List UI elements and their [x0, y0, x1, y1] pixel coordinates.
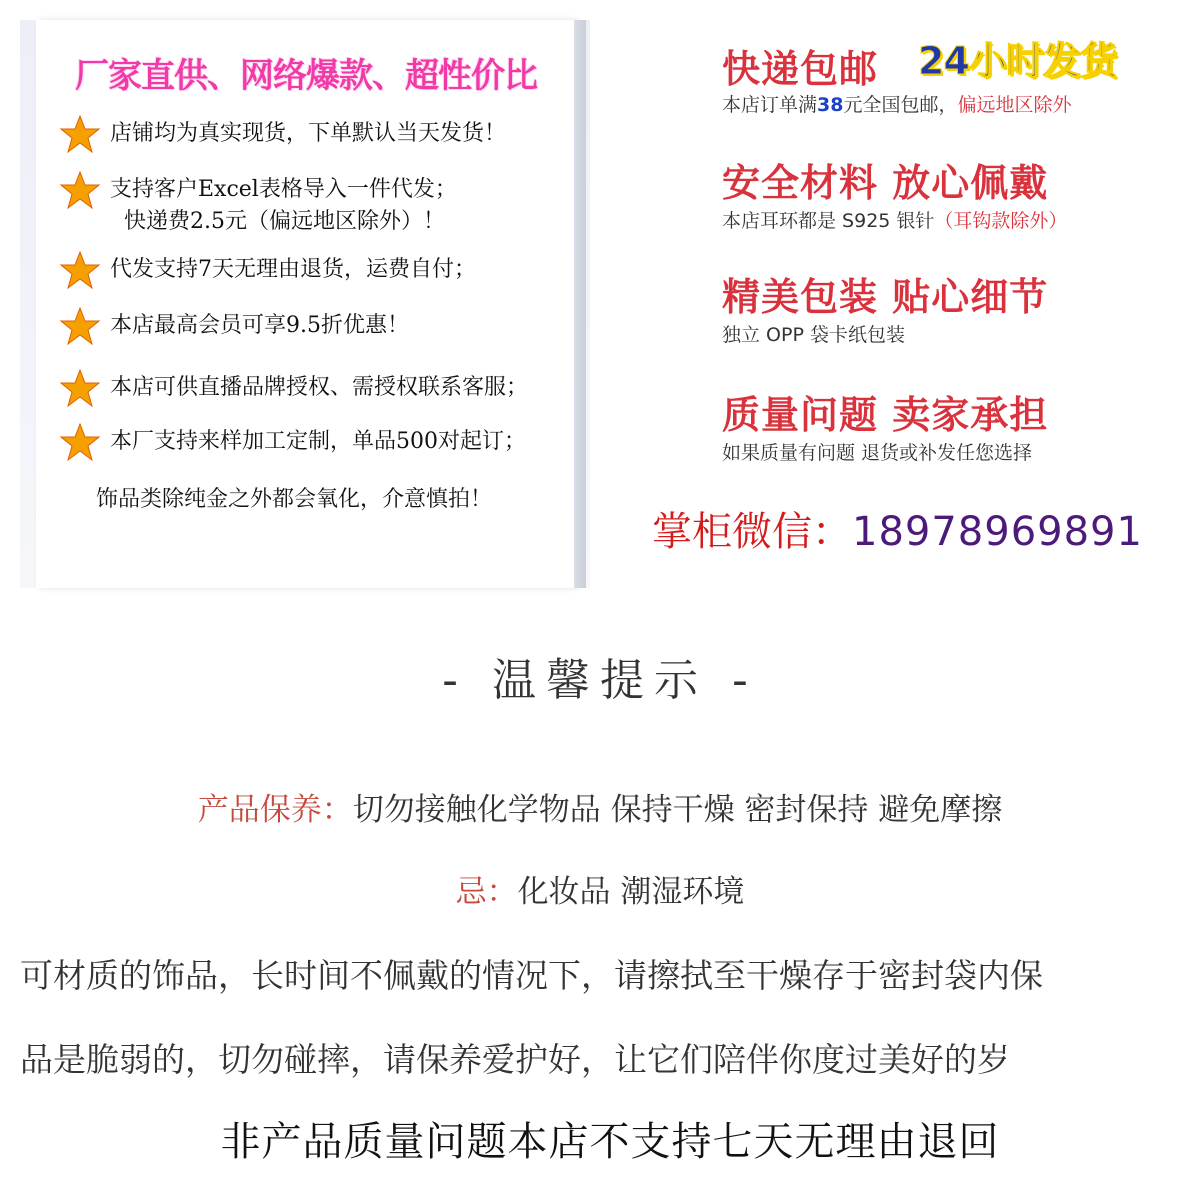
- feature-text: 支持客户Excel表格导入一件代发；: [110, 177, 457, 202]
- feature-text: 本店最高会员可享9.5折优惠！: [110, 313, 409, 338]
- star-icon: [60, 422, 100, 462]
- policy-panel-right: [610, 0, 1180, 590]
- panel-title: 厂家直供、网络爆款、超性价比: [75, 56, 537, 96]
- wechat-number: 18978969891: [852, 509, 1143, 555]
- feature-text: 本店可供直播品牌授权、需授权联系客服；: [110, 375, 529, 400]
- wechat-contact: [652, 500, 1143, 557]
- feature-item: [60, 254, 590, 294]
- feature-item: [60, 174, 590, 238]
- section-sub-packaging: 独立 OPP 袋卡纸包装: [722, 324, 905, 346]
- feature-item: [60, 118, 590, 158]
- feature-item: [60, 426, 590, 466]
- care-label: 产品保养：: [197, 792, 353, 828]
- oxidation-note: 饰品类除纯金之外都会氧化，介意慎拍！: [96, 487, 493, 512]
- feature-item: [60, 310, 590, 350]
- section-heading-quality: 质量问题 卖家承担: [722, 393, 1049, 437]
- care-tip: [0, 784, 1200, 829]
- tips-title: - 温馨提示 -: [442, 655, 758, 706]
- care-text: 切勿接触化学物品 保持干燥 密封保持 避免摩擦: [352, 792, 1003, 828]
- avoid-text: 化妆品 潮湿环境: [517, 874, 745, 910]
- feature-text-line2: 快递费2.5元（偏远地区除外）！: [124, 209, 445, 234]
- section-sub-material: 本店耳环都是 S925 银针（耳钩款除外）: [722, 210, 1068, 232]
- feature-text: 本厂支持来样加工定制，单品500对起订；: [110, 429, 526, 454]
- section-sub-shipping: 本店订单满38元全国包邮，偏远地区除外: [722, 94, 1072, 116]
- star-icon: [60, 250, 100, 290]
- star-icon: [60, 306, 100, 346]
- return-policy-notice: 非产品质量问题本店不支持七天无理由退回: [220, 1119, 1000, 1165]
- policy-card: [36, 20, 576, 588]
- avoid-label: 忌：: [455, 874, 518, 910]
- section-heading-packaging: 精美包装 贴心细节: [722, 275, 1049, 319]
- feature-item: [60, 372, 590, 412]
- panel-edge: [574, 20, 586, 588]
- avoid-tip: [0, 866, 1200, 911]
- section-heading-shipping: 快递包邮: [722, 47, 879, 91]
- star-icon: [60, 114, 100, 154]
- feature-text: 代发支持7天无理由退货，运费自付；: [110, 257, 476, 282]
- policy-panel-left: [20, 20, 590, 588]
- wechat-label: 掌柜微信：: [652, 509, 852, 555]
- star-icon: [60, 368, 100, 408]
- section-sub-quality: 如果质量有问题 退货或补发任您选择: [722, 442, 1033, 464]
- fragile-tip: 品是脆弱的，切勿碰摔，请保养爱护好，让它们陪伴你度过美好的岁: [20, 1040, 1010, 1079]
- badge-24h-shipping: 24小时发货: [918, 39, 1117, 83]
- feature-text: 店铺均为真实现货，下单默认当天发货！: [110, 121, 507, 146]
- storage-tip: 可材质的饰品，长时间不佩戴的情况下，请擦拭至干燥存于密封袋内保: [20, 956, 1043, 995]
- star-icon: [60, 170, 100, 210]
- section-heading-material: 安全材料 放心佩戴: [722, 161, 1049, 205]
